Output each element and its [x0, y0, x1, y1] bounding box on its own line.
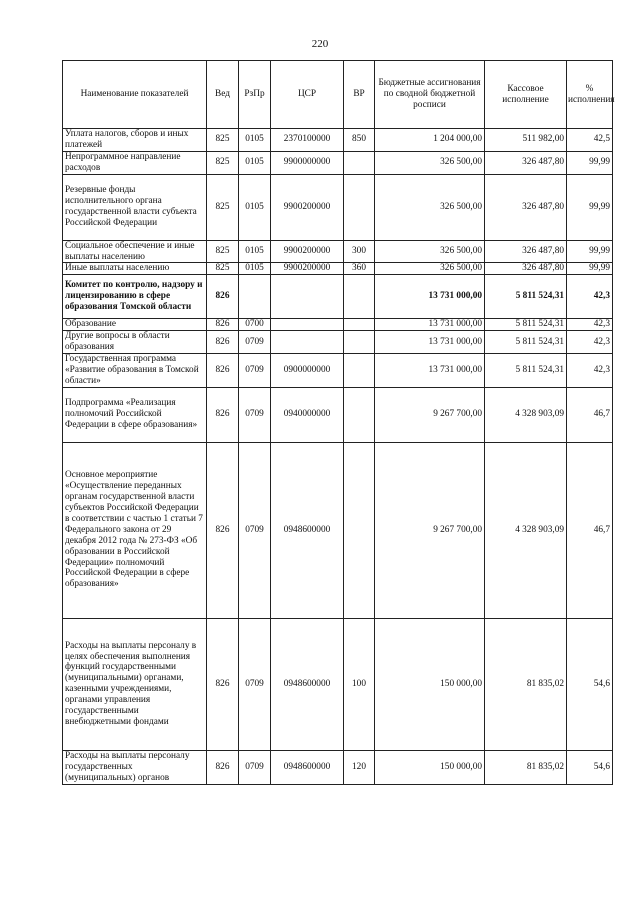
cell-name: Расходы на выплаты персоналу государственных (муниципальных) органов	[63, 750, 207, 784]
cell-name: Комитет по контролю, надзору и лицензированию в сфере образования Томской области	[63, 275, 207, 319]
cell-rzpr: 0105	[239, 263, 271, 275]
cell-plan: 13 731 000,00	[375, 319, 485, 331]
cell-csr: 0900000000	[271, 354, 344, 388]
cell-pct: 99,99	[567, 151, 613, 174]
cell-exec: 4 328 903,09	[485, 387, 567, 442]
cell-csr: 0948600000	[271, 750, 344, 784]
cell-vr	[344, 331, 375, 354]
cell-vr	[344, 354, 375, 388]
cell-pct: 54,6	[567, 750, 613, 784]
cell-csr: 0940000000	[271, 387, 344, 442]
cell-csr: 9900200000	[271, 240, 344, 263]
col-header-pct: % исполнения	[567, 61, 613, 129]
cell-exec: 326 487,80	[485, 240, 567, 263]
cell-pct: 42,3	[567, 354, 613, 388]
cell-exec: 5 811 524,31	[485, 354, 567, 388]
cell-pct: 46,7	[567, 387, 613, 442]
cell-rzpr	[239, 275, 271, 319]
cell-csr	[271, 319, 344, 331]
cell-plan: 326 500,00	[375, 174, 485, 240]
budget-table	[62, 60, 613, 785]
cell-ved: 826	[207, 354, 239, 388]
cell-exec: 81 835,02	[485, 750, 567, 784]
cell-name: Другие вопросы в области образования	[63, 331, 207, 354]
cell-vr: 850	[344, 129, 375, 152]
cell-plan: 150 000,00	[375, 618, 485, 750]
cell-name: Образование	[63, 319, 207, 331]
col-header-exec: Кассовое исполнение	[485, 61, 567, 129]
cell-exec: 81 835,02	[485, 618, 567, 750]
cell-csr	[271, 331, 344, 354]
table-body	[63, 129, 613, 785]
cell-ved: 826	[207, 275, 239, 319]
cell-plan: 1 204 000,00	[375, 129, 485, 152]
cell-plan: 326 500,00	[375, 240, 485, 263]
cell-vr: 300	[344, 240, 375, 263]
col-header-csr: ЦСР	[271, 61, 344, 129]
cell-pct: 42,3	[567, 331, 613, 354]
cell-exec: 5 811 524,31	[485, 275, 567, 319]
cell-rzpr: 0105	[239, 129, 271, 152]
table-row	[63, 387, 613, 442]
cell-ved: 825	[207, 263, 239, 275]
cell-pct: 99,99	[567, 240, 613, 263]
cell-pct: 42,3	[567, 275, 613, 319]
cell-ved: 826	[207, 319, 239, 331]
cell-csr: 9900200000	[271, 174, 344, 240]
cell-plan: 13 731 000,00	[375, 331, 485, 354]
col-header-ved: Вед	[207, 61, 239, 129]
table-row	[63, 319, 613, 331]
table-row	[63, 151, 613, 174]
cell-name: Государственная программа «Развитие образования в Томской области»	[63, 354, 207, 388]
cell-plan: 9 267 700,00	[375, 442, 485, 618]
cell-ved: 826	[207, 618, 239, 750]
cell-rzpr: 0105	[239, 174, 271, 240]
table-row	[63, 263, 613, 275]
cell-ved: 825	[207, 240, 239, 263]
cell-rzpr: 0709	[239, 387, 271, 442]
table-header-row	[63, 61, 613, 129]
cell-rzpr: 0709	[239, 750, 271, 784]
cell-rzpr: 0709	[239, 442, 271, 618]
cell-ved: 826	[207, 750, 239, 784]
cell-ved: 825	[207, 151, 239, 174]
cell-ved: 825	[207, 174, 239, 240]
cell-exec: 5 811 524,31	[485, 319, 567, 331]
cell-rzpr: 0709	[239, 618, 271, 750]
cell-exec: 4 328 903,09	[485, 442, 567, 618]
cell-name: Уплата налогов, сборов и иных платежей	[63, 129, 207, 152]
cell-vr	[344, 387, 375, 442]
col-header-vr: ВР	[344, 61, 375, 129]
cell-pct: 99,99	[567, 174, 613, 240]
cell-ved: 826	[207, 387, 239, 442]
cell-exec: 326 487,80	[485, 174, 567, 240]
cell-rzpr: 0700	[239, 319, 271, 331]
cell-csr: 9900000000	[271, 151, 344, 174]
cell-name: Основное мероприятие «Осуществление переданных органам государственной власти субъектов Российской Федерации в соответствии с частью 1 статьи 7 Федерального закона от 29 декабря 2012 года № 273-ФЗ «Об образовании в Российской Федерации» полномочий Российской Федерации в сфере образования»	[63, 442, 207, 618]
cell-plan: 9 267 700,00	[375, 387, 485, 442]
col-header-plan: Бюджетные ассигнования по сводной бюджетной росписи	[375, 61, 485, 129]
cell-vr	[344, 275, 375, 319]
cell-ved: 826	[207, 331, 239, 354]
cell-name: Расходы на выплаты персоналу в целях обеспечения выполнения функций государственными (муниципальными) органами, казенными учреждениями, органами управления государственными внебюджетными фондами	[63, 618, 207, 750]
cell-vr: 360	[344, 263, 375, 275]
cell-plan: 326 500,00	[375, 263, 485, 275]
cell-plan: 13 731 000,00	[375, 354, 485, 388]
cell-exec: 326 487,80	[485, 151, 567, 174]
table-row	[63, 240, 613, 263]
cell-csr: 0948600000	[271, 442, 344, 618]
page-number: 220	[311, 38, 329, 50]
cell-ved: 826	[207, 442, 239, 618]
cell-name: Непрограммное направление расходов	[63, 151, 207, 174]
cell-vr: 120	[344, 750, 375, 784]
cell-name: Резервные фонды исполнительного органа государственной власти субъекта Российской Федерации	[63, 174, 207, 240]
cell-vr	[344, 319, 375, 331]
cell-ved: 825	[207, 129, 239, 152]
cell-pct: 42,5	[567, 129, 613, 152]
cell-csr: 0948600000	[271, 618, 344, 750]
cell-csr: 2370100000	[271, 129, 344, 152]
cell-rzpr: 0709	[239, 331, 271, 354]
cell-plan: 150 000,00	[375, 750, 485, 784]
table-row	[63, 354, 613, 388]
cell-vr	[344, 151, 375, 174]
cell-plan: 13 731 000,00	[375, 275, 485, 319]
cell-rzpr: 0105	[239, 151, 271, 174]
cell-rzpr: 0105	[239, 240, 271, 263]
cell-exec: 326 487,80	[485, 263, 567, 275]
table-row	[63, 618, 613, 750]
table-row	[63, 750, 613, 784]
table-row	[63, 442, 613, 618]
cell-name: Иные выплаты населению	[63, 263, 207, 275]
cell-pct: 54,6	[567, 618, 613, 750]
cell-name: Социальное обеспечение и иные выплаты населению	[63, 240, 207, 263]
col-header-rzpr: РзПр	[239, 61, 271, 129]
table-row	[63, 174, 613, 240]
cell-pct: 42,3	[567, 319, 613, 331]
cell-csr: 9900200000	[271, 263, 344, 275]
cell-vr	[344, 442, 375, 618]
cell-pct: 46,7	[567, 442, 613, 618]
col-header-name: Наименование показателей	[63, 61, 207, 129]
table-row	[63, 275, 613, 319]
cell-vr: 100	[344, 618, 375, 750]
cell-vr	[344, 174, 375, 240]
cell-pct: 99,99	[567, 263, 613, 275]
cell-csr	[271, 275, 344, 319]
table-row	[63, 331, 613, 354]
cell-exec: 511 982,00	[485, 129, 567, 152]
table-row	[63, 129, 613, 152]
cell-name: Подпрограмма «Реализация полномочий Российской Федерации в сфере образования»	[63, 387, 207, 442]
cell-rzpr: 0709	[239, 354, 271, 388]
cell-exec: 5 811 524,31	[485, 331, 567, 354]
cell-plan: 326 500,00	[375, 151, 485, 174]
